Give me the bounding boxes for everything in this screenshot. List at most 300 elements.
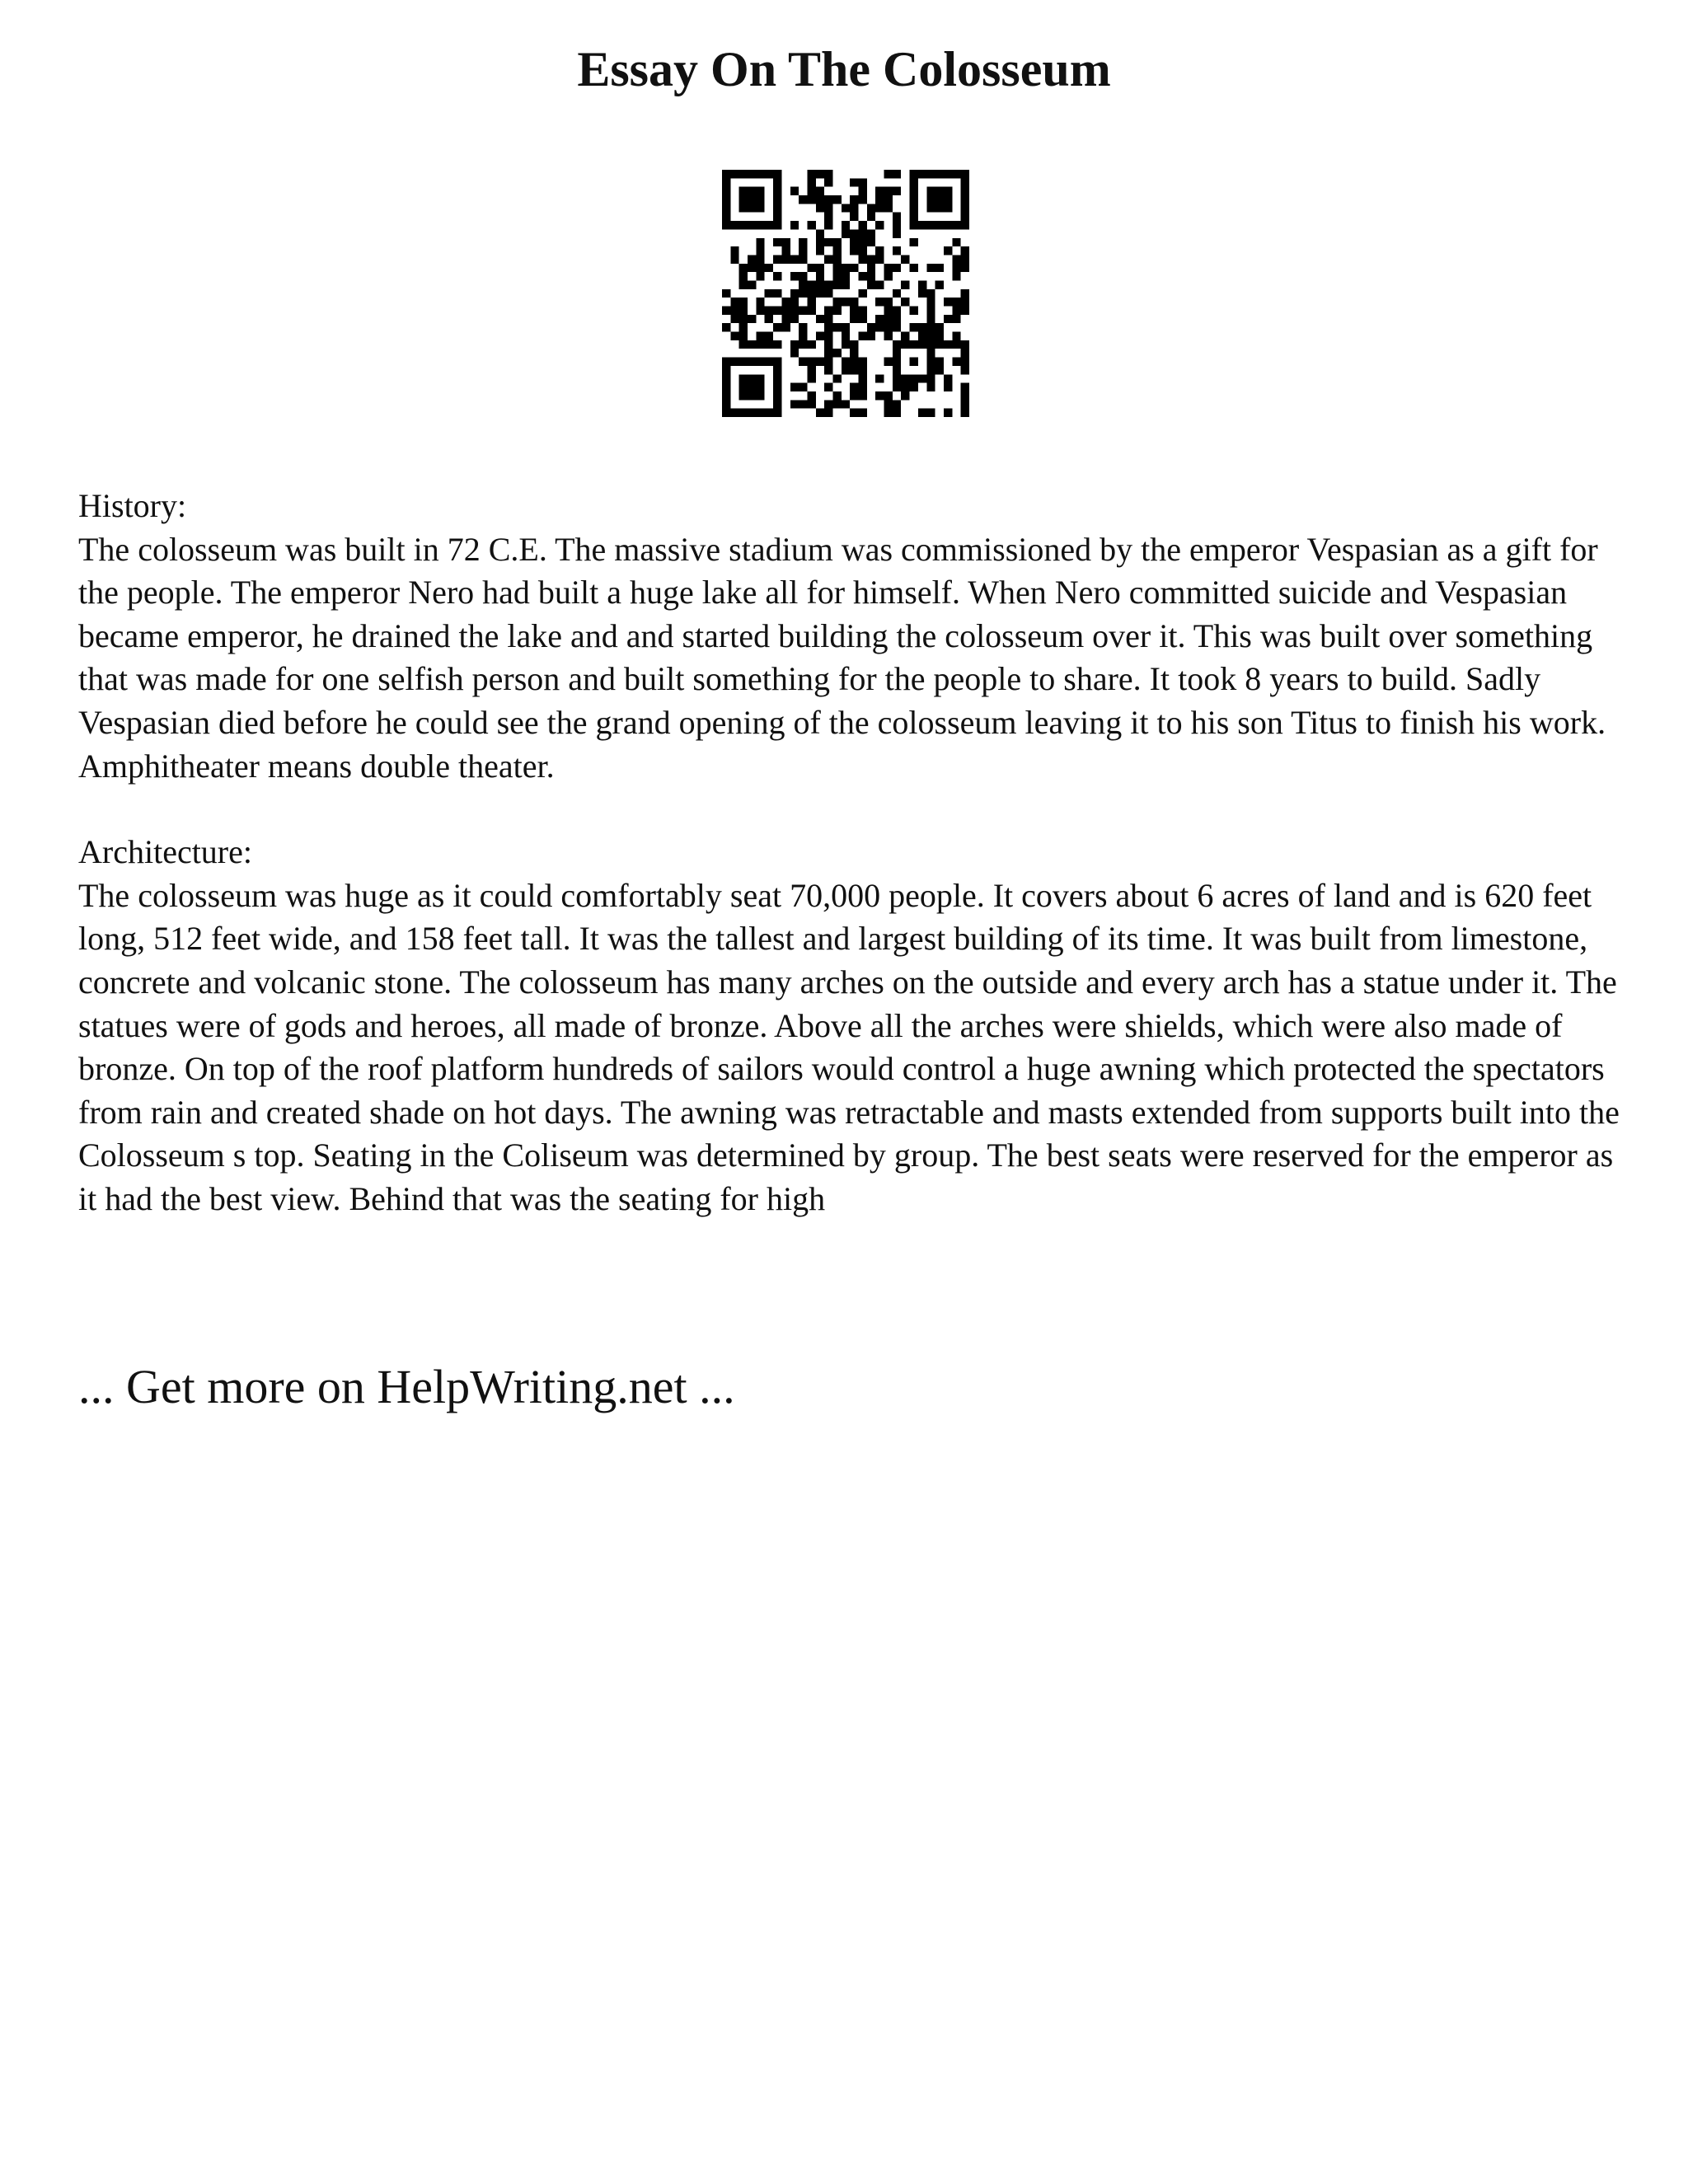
qr-module [893,383,901,391]
qr-module [850,315,858,323]
qr-module [884,307,893,315]
qr-module [790,400,799,408]
qr-module [748,264,756,272]
qr-module [807,178,815,186]
qr-module [790,315,799,323]
qr-module [867,255,875,263]
qr-module [799,400,807,408]
qr-module [875,391,884,400]
qr-module [952,332,960,340]
qr-module [926,289,935,298]
qr-module [799,238,807,246]
qr-module [842,400,850,408]
qr-module [961,255,969,263]
qr-module [935,366,944,374]
section-heading-history: History: [78,487,187,524]
qr-module [944,383,952,391]
qr-module [952,307,960,315]
qr-module [842,366,850,374]
qr-module [875,255,884,263]
qr-module [935,323,944,331]
qr-module [739,307,748,315]
qr-module [884,409,893,417]
qr-module [816,358,824,366]
qr-module [935,332,944,340]
qr-module [807,195,815,204]
qr-module [867,272,875,280]
qr-module [926,409,935,417]
qr-module [961,246,969,255]
qr-module [824,195,832,204]
qr-module [842,229,850,237]
qr-module [790,255,799,263]
qr-module [816,187,824,195]
qr-module [935,264,944,272]
qr-module [859,374,867,382]
qr-module [926,315,935,323]
qr-module [935,358,944,366]
qr-module [807,187,815,195]
qr-module [781,255,790,263]
essay-body [78,485,1628,1221]
qr-module [832,195,841,204]
qr-module [850,383,858,391]
qr-module [816,246,824,255]
qr-module [961,264,969,272]
qr-module [765,340,773,349]
qr-module [859,178,867,186]
qr-module [807,298,815,306]
qr-module [807,366,815,374]
qr-module [893,246,901,255]
qr-module [850,391,858,400]
qr-module [884,272,893,280]
qr-module [867,323,875,331]
qr-module [832,323,841,331]
qr-module [816,332,824,340]
qr-module [884,400,893,408]
qr-module [850,213,858,221]
qr-module [859,238,867,246]
qr-module [799,358,807,366]
qr-module [824,280,832,288]
qr-module [850,195,858,204]
qr-module [832,238,841,246]
qr-module [790,349,799,357]
qr-module [730,332,738,340]
qr-module [824,349,832,357]
qr-module [952,298,960,306]
qr-module [867,204,875,212]
qr-module [781,307,790,315]
qr-module [824,323,832,331]
qr-module [944,409,952,417]
qr-module [748,255,756,263]
qr-module [739,323,748,331]
qr-module [901,391,909,400]
qr-module [824,340,832,349]
qr-module [859,307,867,315]
get-more-link[interactable]: ... Get more on HelpWriting.net ... [78,1360,735,1413]
qr-module [952,264,960,272]
qr-module [901,280,909,288]
qr-module [867,264,875,272]
qr-module [884,391,893,400]
qr-module [739,298,748,306]
qr-code-icon [722,170,969,417]
qr-module [722,289,730,298]
qr-module [832,255,841,263]
qr-module [832,400,841,408]
qr-module [756,307,764,315]
qr-module [790,307,799,315]
qr-module [824,409,832,417]
qr-module [816,238,824,246]
qr-module [910,307,918,315]
qr-module [918,289,926,298]
qr-module [867,332,875,340]
qr-module [765,332,773,340]
qr-module [875,374,884,382]
qr-module [893,307,901,315]
qr-module [832,391,841,400]
qr-module [832,264,841,272]
qr-module [859,195,867,204]
qr-module [884,170,893,178]
qr-module [799,307,807,315]
qr-module [816,409,824,417]
qr-module [790,383,799,391]
qr-module [824,170,832,178]
qr-module [739,332,748,340]
qr-module [859,315,867,323]
qr-module [765,315,773,323]
qr-module [842,298,850,306]
qr-module [918,332,926,340]
qr-module [893,170,901,178]
qr-module [961,400,969,408]
qr-module [799,323,807,331]
page-title: Essay On The Colosseum [577,42,1111,96]
qr-module [901,332,909,340]
qr-module [739,340,748,349]
qr-module [944,315,952,323]
qr-module [807,307,815,315]
qr-module [739,264,748,272]
qr-module [842,272,850,280]
qr-module [884,187,893,195]
qr-module [875,195,884,204]
qr-module [926,323,935,331]
qr-module [850,366,858,374]
qr-module [816,195,824,204]
qr-module [952,255,960,263]
qr-module [790,340,799,349]
qr-module [935,340,944,349]
qr-module [893,289,901,298]
qr-module [952,340,960,349]
qr-module [893,229,901,237]
qr-module [730,307,738,315]
qr-module [867,229,875,237]
qr-module [875,204,884,212]
qr-module [824,366,832,374]
qr-module [901,255,909,263]
qr-module [756,264,764,272]
qr-module [926,332,935,340]
qr-module [926,383,935,391]
qr-module [824,289,832,298]
qr-module [799,332,807,340]
qr-module [850,349,858,357]
qr-module [824,332,832,340]
qr-module [884,298,893,306]
qr-module [824,238,832,246]
qr-module [850,358,858,366]
qr-module [944,374,952,382]
qr-module [850,409,858,417]
qr-module [850,298,858,306]
qr-module [850,178,858,186]
qr-module [832,298,841,306]
qr-module [824,315,832,323]
qr-module [756,246,764,255]
qr-module [781,323,790,331]
qr-module [807,170,815,178]
qr-module [859,187,867,195]
qr-module [944,340,952,349]
qr-module [867,280,875,288]
qr-module [935,280,944,288]
section-body-architecture: The colosseum was huge as it could comfortably seat 70,000 people. It covers about 6 acres of land and is 620 feet long, 512 feet wide, and 158 feet tall. It was the tallest and largest building of its time. It was built from limestone, concrete and volcanic stone. The colosseum has many arches on the outside and every arch has a statue under it. The statues were of gods and heroes, all made of bronze. Above all the arches were shields, which were also made of bronze. On top of the roof platform hundreds of sailors would control a huge awning which protected the spectators from rain and created shade on hot days. The awning was retractable and masts extended from supports built into the Colosseum s top. Seating in the Coliseum was determined by group. The best seats were reserved for the emperor as it had the best view. Behind that was the seating for high [78,876,1620,1217]
qr-module [859,246,867,255]
qr-module [875,298,884,306]
qr-module [961,391,969,400]
qr-module [875,315,884,323]
qr-module [739,280,748,288]
section-divider [78,788,1628,831]
qr-module [739,272,748,280]
qr-module [842,264,850,272]
qr-module [859,255,867,263]
qr-module [748,315,756,323]
qr-module [859,229,867,237]
qr-module [816,289,824,298]
qr-module [765,264,773,272]
qr-module [859,272,867,280]
qr-module [832,246,841,255]
qr-module [807,264,815,272]
qr-module [867,238,875,246]
qr-module [765,289,773,298]
qr-module [884,264,893,272]
qr-module [842,280,850,288]
qr-module [816,264,824,272]
qr-module [884,315,893,323]
qr-module [832,307,841,315]
qr-module [910,383,918,391]
qr-module [850,246,858,255]
qr-module [859,366,867,374]
qr-module [799,255,807,263]
qr-module [799,246,807,255]
qr-module [842,204,850,212]
qr-module [790,187,799,195]
qr-module [952,358,960,366]
qr-module [781,315,790,323]
qr-module [824,400,832,408]
qr-module [824,307,832,315]
qr-module [790,289,799,298]
qr-module [893,409,901,417]
qr-module [807,391,815,400]
section-body-history: The colosseum was built in 72 C.E. The massive stadium was commissioned by the emperor Vespasian as a gift for the people. The emperor Nero had built a huge lake all for himself. When Nero committed suicide and Vespasian became emperor, he drained the lake and and started building the colosseum over it. This was built over something that was made for one selfish person and built something for the people to share. It took 8 years to build. Sadly Vespasian died before he could see the grand opening of the colosseum leaving it to his son Titus to finish his work. Amphitheater means double theater. [78,530,1606,785]
qr-module [961,289,969,298]
qr-module [807,289,815,298]
qr-module [859,289,867,298]
qr-module [799,340,807,349]
qr-module [807,400,815,408]
qr-module [730,315,738,323]
qr-module [859,332,867,340]
qr-module [961,383,969,391]
qr-module [910,323,918,331]
qr-module [799,195,807,204]
qr-module [722,307,730,315]
qr-module [799,280,807,288]
qr-module [739,315,748,323]
qr-module [842,358,850,366]
qr-module [893,400,901,408]
qr-module [816,315,824,323]
qr-module [867,213,875,221]
qr-module [961,340,969,349]
qr-module [816,204,824,212]
qr-module [781,298,790,306]
qr-module [816,170,824,178]
qr-module [807,340,815,349]
qr-module [756,272,764,280]
qr-module [850,307,858,315]
qr-module [842,340,850,349]
qr-module [756,238,764,246]
qr-module [944,246,952,255]
qr-module [926,298,935,306]
qr-module [893,323,901,331]
qr-module [926,307,935,315]
qr-module [807,358,815,366]
qr-module [910,238,918,246]
qr-module [893,213,901,221]
qr-module [884,332,893,340]
qr-module [918,409,926,417]
qr-module [748,280,756,288]
qr-module [961,349,969,357]
qr-module [850,238,858,246]
qr-module [799,272,807,280]
qr-module [824,204,832,212]
qr-module [952,272,960,280]
qr-module [859,358,867,366]
qr-module [756,340,764,349]
qr-module [918,323,926,331]
qr-module [850,264,858,272]
qr-module [875,187,884,195]
qr-module [730,255,738,263]
qr-module [816,229,824,237]
qr-module [926,264,935,272]
qr-module [748,340,756,349]
qr-module [850,229,858,237]
qr-module [790,298,799,306]
qr-module [850,204,858,212]
qr-module [944,298,952,306]
qr-module [722,323,730,331]
qr-module [952,315,960,323]
qr-module [893,187,901,195]
qr-module [850,340,858,349]
qr-module [918,280,926,288]
qr-module [730,246,738,255]
qr-module [824,383,832,391]
qr-module [875,323,884,331]
qr-module [832,280,841,288]
qr-module [756,298,764,306]
qr-module [952,238,960,246]
qr-module [884,204,893,212]
qr-module [842,323,850,331]
qr-module [807,374,815,382]
qr-module [893,264,901,272]
qr-module [824,358,832,366]
qr-module [842,332,850,340]
qr-module [961,358,969,366]
qr-module [807,280,815,288]
qr-module [756,255,764,263]
qr-module [875,280,884,288]
qr-module [781,246,790,255]
qr-module [884,195,893,204]
qr-module [875,246,884,255]
qr-module [859,409,867,417]
qr-module [859,383,867,391]
qr-module [816,272,824,280]
qr-module [832,374,841,382]
qr-module [781,238,790,246]
qr-module [961,307,969,315]
qr-module [961,409,969,417]
qr-module [824,213,832,221]
qr-module [824,255,832,263]
qr-module [799,289,807,298]
qr-module [859,391,867,400]
qr-module [832,272,841,280]
qr-module [756,332,764,340]
qr-module [832,349,841,357]
qr-module [901,298,909,306]
qr-module [730,298,738,306]
section-heading-architecture: Architecture: [78,833,252,871]
qr-module [824,178,832,186]
qr-module [901,383,909,391]
qr-module [816,280,824,288]
qr-module [910,264,918,272]
qr-module [884,358,893,366]
qr-module [961,298,969,306]
qr-module [799,383,807,391]
qr-module [961,366,969,374]
qr-module [884,323,893,331]
